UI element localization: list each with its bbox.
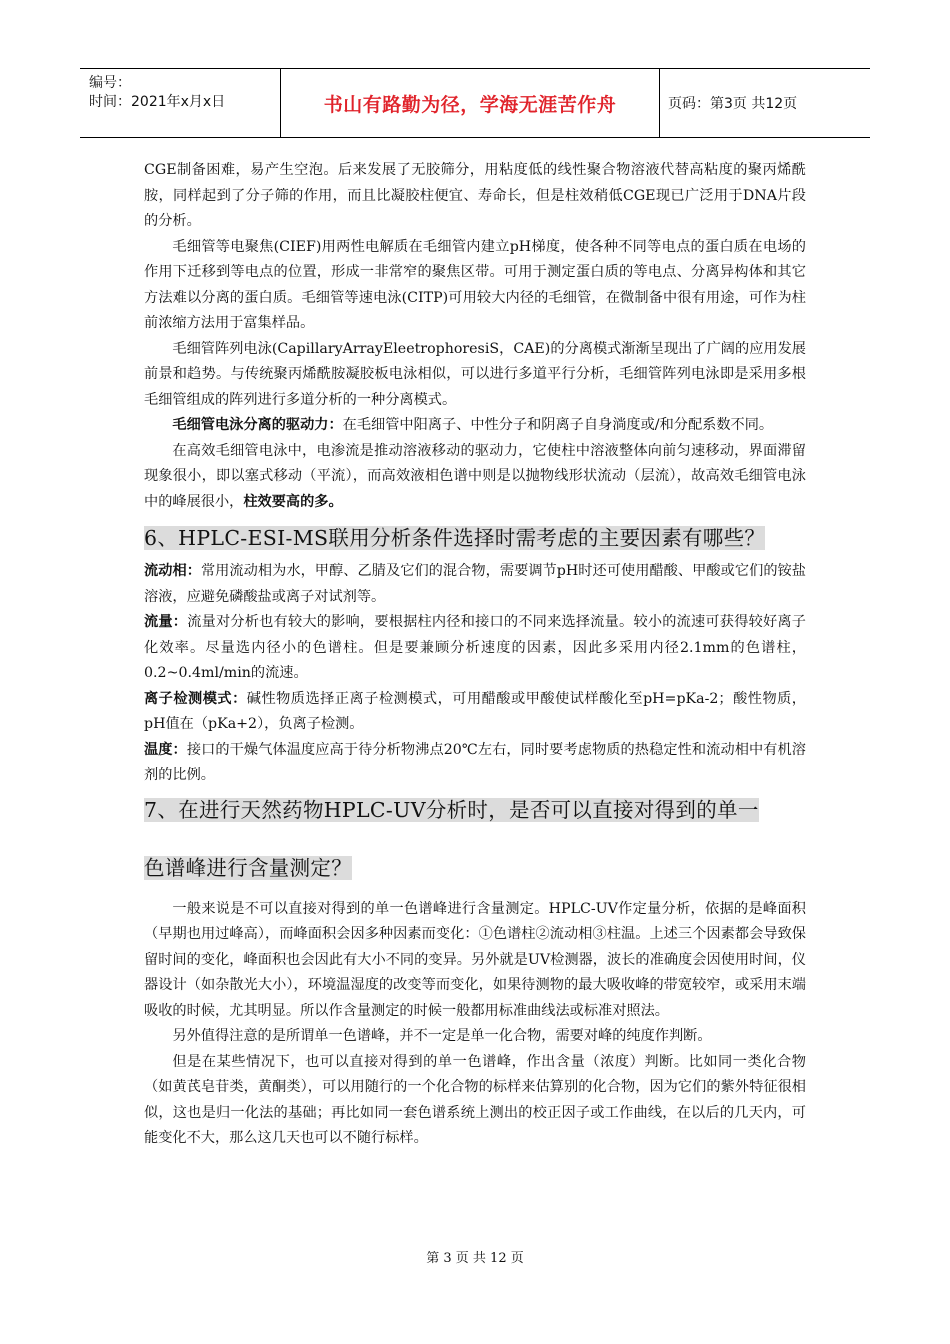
header-motto: 书山有路勤为径，学海无涯苦作舟 bbox=[281, 69, 660, 137]
date-label: 时间：2021年x月x日 bbox=[89, 94, 226, 110]
paragraph: 但是在某些情况下，也可以直接对得到的单一色谱峰，作出含量（浓度）判断。比如同一类化合物（如黄芪皂苷类，黄酮类），可以用随行的一个化合物的标样来估算别的化合物，因为它们的紫外特征很相似，这也是归一化法的基础；再比如同一套色谱系统上测出的校正因子或工作曲线，在以后的几天内，可能变化不大，那么这几天也可以不随行标样。 bbox=[144, 1053, 806, 1146]
paragraph bbox=[144, 413, 806, 439]
section-heading: 7、在进行天然药物HPLC-UV分析时，是否可以直接对得到的单一 bbox=[144, 797, 759, 822]
section-6-heading-block bbox=[144, 523, 806, 553]
bold-term: 毛细管电泳分离的驱动力： bbox=[172, 417, 343, 433]
paragraph-text: 在高效毛细管电泳中，电渗流是推动溶液移动的驱动力，它使柱中溶液整体向前匀速移动，界面滞留现象很小，即以塞式移动（平流），而高效液相色谱中则是以抛物线形状流动（层流），故高效毛细管电泳中的峰展很小， bbox=[144, 442, 806, 510]
paragraph: CGE制备困难，易产生空泡。后来发展了无胶筛分，用粘度低的线性聚合物溶液代替高粘度的聚丙烯酰胺，同样起到了分子筛的作用，而且比凝胶柱便宜、寿命长，但是柱效稍低CGE现已广泛用于DNA片段的分析。 bbox=[144, 162, 806, 229]
section-heading-continued: 色谱峰进行含量测定？ bbox=[144, 855, 352, 880]
page-header bbox=[80, 68, 870, 138]
paragraph: 毛细管阵列电泳(CapillaryArrayEleetrophoresiS，CAE)的分离模式渐渐呈现出了广阔的应用发展前景和趋势。与传统聚丙烯酰胺凝胶板电泳相似，可以进行多道平行分析，毛细管阵列电泳即是采用多根毛细管组成的阵列进行多道分析的一种分离模式。 bbox=[144, 340, 806, 408]
paragraph: 另外值得注意的是所谓单一色谱峰，并不一定是单一化合物，需要对峰的纯度作判断。 bbox=[172, 1028, 712, 1044]
section-7-heading-block bbox=[144, 795, 806, 893]
paragraph: 毛细管等电聚焦(CIEF)用两性电解质在毛细管内建立pH梯度，使各种不同等电点的蛋白质在电场的作用下迁移到等电点的位置，形成一非常窄的聚焦区带。可用于测定蛋白质的等电点、分离异构体和其它方法难以分离的蛋白质。毛细管等速电泳(CITP)可用较大内径的毛细管，在微制备中很有用途，可作为柱前浓缩方法用于富集样品。 bbox=[144, 238, 806, 331]
item-text: 碱性物质选择正离子检测模式，可用醋酸或甲酸使试样酸化至pH=pKa-2；酸性物质，pH值在（pKa+2），负离子检测。 bbox=[144, 690, 806, 732]
paragraph-text: 在毛细管中阳离子、中性分子和阴离子自身淌度或/和分配系数不同。 bbox=[342, 417, 774, 433]
header-meta-cell bbox=[80, 69, 281, 137]
item-label: 温度： bbox=[144, 741, 187, 758]
item-label: 流量： bbox=[144, 614, 188, 630]
item-text: 流量对分析也有较大的影响，要根据柱内径和接口的不同来选择流量。较小的流速可获得较好离子化效率。尽量选内径小的色谱柱。但是要兼顾分析速度的因素，因此多采用内径2.1mm的色谱柱，0.2~0.4ml/min的流速。 bbox=[144, 614, 806, 681]
list-item bbox=[144, 687, 806, 738]
item-label: 流动相： bbox=[144, 563, 201, 579]
number-label: 编号： bbox=[89, 75, 131, 91]
list-item bbox=[144, 738, 806, 789]
document-body bbox=[144, 158, 806, 1152]
header-page-info: 页码：第3页 共12页 bbox=[668, 96, 798, 112]
list-item bbox=[144, 559, 806, 610]
item-text: 接口的干燥气体温度应高于待分析物沸点20℃左右，同时要考虑物质的热稳定性和流动相中有机溶剂的比例。 bbox=[144, 741, 806, 783]
paragraph bbox=[144, 439, 806, 516]
list-item bbox=[144, 610, 806, 687]
page-footer: 第 3 页 共 12 页 bbox=[426, 1251, 524, 1266]
item-text: 常用流动相为水，甲醇、乙腈及它们的混合物，需要调节pH时还可使用醋酸、甲酸或它们的铵盐溶液，应避免磷酸盐或离子对试剂等。 bbox=[144, 563, 806, 605]
section-heading: 6、HPLC-ESI-MS联用分析条件选择时需考虑的主要因素有哪些？ bbox=[144, 526, 766, 550]
bold-text: 柱效要高的多。 bbox=[243, 493, 343, 510]
paragraph: 一般来说是不可以直接对得到的单一色谱峰进行含量测定。HPLC-UV作定量分析，依据的是峰面积（早期也用过峰高），而峰面积会因多种因素而变化：①色谱柱②流动相③柱温。上述三个因素都会导致保留时间的变化，峰面积也会因此有大小不同的变异。另外就是UV检测器，波长的准确度会因使用时间，仪器设计（如杂散光大小），环境温湿度的改变等而变化，如果待测物的最大吸收峰的带宽较窄，或采用末端吸收的时候，尤其明显。所以作含量测定的时候一般都用标准曲线法或标准对照法。 bbox=[144, 900, 806, 1019]
item-label: 离子检测模式： bbox=[144, 690, 247, 707]
